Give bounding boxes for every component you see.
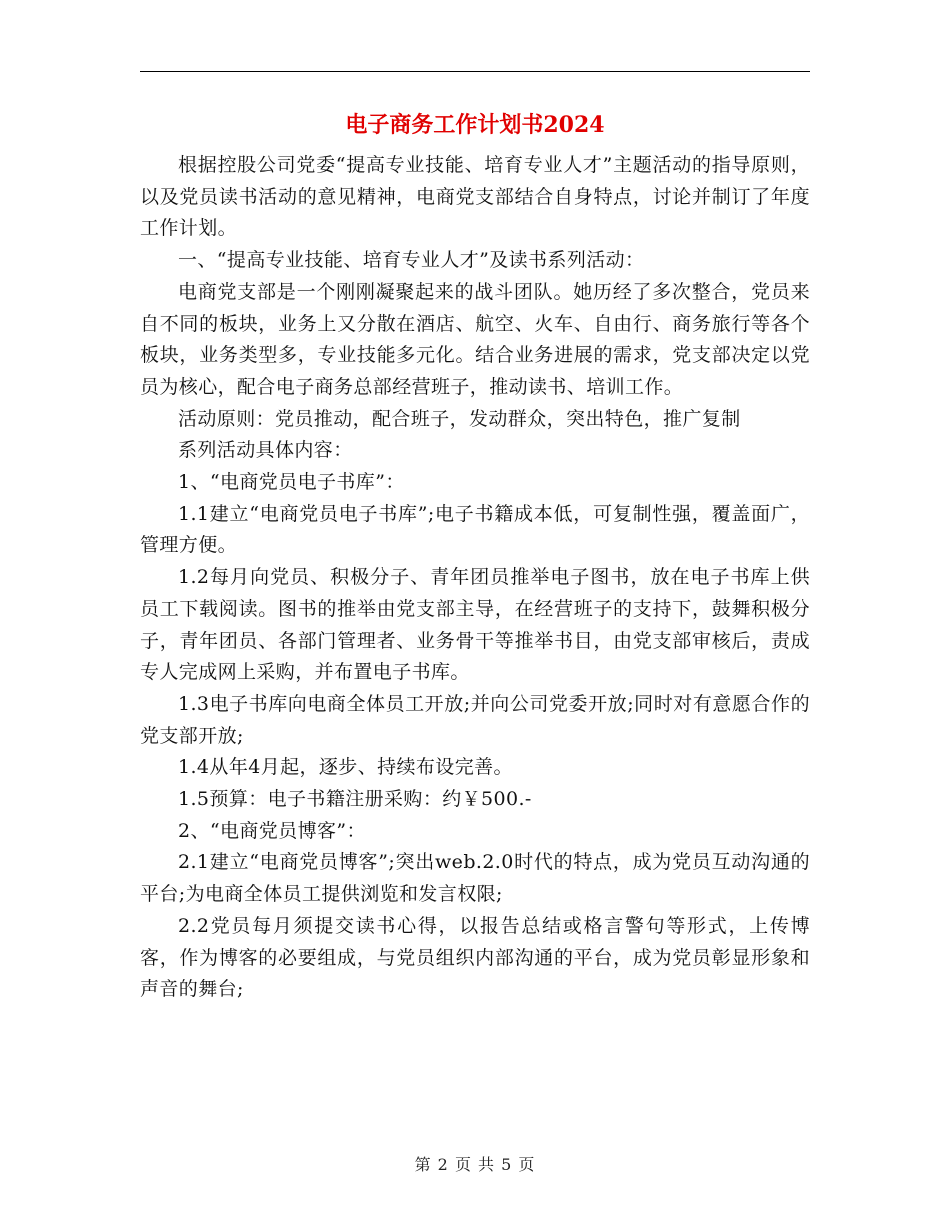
paragraph-ebook-library-heading: 1、“电商党员电子书库”：: [178, 471, 405, 494]
paragraph-item-2-2: 2.2党员每月须提交读书心得，以报告总结或格言警句等形式，上传博客，作为博客的必要组成，与党员组织内部沟通的平台，成为党员彰显形象和声音的舞台;: [140, 914, 810, 1001]
paragraph-item-1-3: 1.3电子书库向电商全体员工开放;并向公司党委开放;同时对有意愿合作的党支部开放;: [140, 692, 810, 747]
paragraph-intro: 根据控股公司党委“提高专业技能、培育专业人才”主题活动的指导原则，以及党员读书活动的意见精神，电商党支部结合自身特点，讨论并制订了年度工作计划。: [140, 154, 810, 240]
paragraph-activity-principles: 活动原则：党员推动，配合班子，发动群众，突出特色，推广复制: [178, 407, 741, 430]
paragraph-item-1-5: 1.5预算：电子书籍注册采购：约￥500.-: [178, 788, 532, 811]
paragraph-item-1-1: 1.1建立“电商党员电子书库”;电子书籍成本低，可复制性强，覆盖面广，管理方便。: [140, 502, 810, 557]
paragraph-item-1-2: 1.2每月向党员、积极分子、青年团员推举电子图书，放在电子书库上供员工下载阅读。图书的推举由党支部主导，在经营班子的支持下，鼓舞积极分子，青年团员、各部门管理者、业务骨干等推举书目，由党支部审核后，责成专人完成网上采购，并布置电子书库。: [140, 566, 810, 684]
paragraph-activity-contents: 系列活动具体内容：: [178, 439, 353, 462]
document-body: [140, 150, 810, 1006]
paragraph-branch-description: 电商党支部是一个刚刚凝聚起来的战斗团队。她历经了多次整合，党员来自不同的板块，业务上又分散在酒店、航空、火车、自由行、商务旅行等各个板块，业务类型多，专业技能多元化。结合业务进展的需求，党支部决定以党员为核心，配合电子商务总部经营班子，推动读书、培训工作。: [140, 280, 810, 398]
paragraph-item-1-4: 1.4从年4月起，逐步、持续布设完善。: [178, 756, 513, 779]
document-title: 电子商务工作计划书2024: [345, 112, 605, 138]
paragraph-blog-heading: 2、“电商党员博客”：: [178, 819, 366, 842]
page-footer: 第 2 页 共 5 页: [414, 1155, 536, 1174]
paragraph-section-1-heading: 一、“提高专业技能、培育专业人才”及读书系列活动：: [178, 249, 645, 272]
paragraph-item-2-1: 2.1建立“电商党员博客”;突出web.2.0时代的特点，成为党员互动沟通的平台;为电商全体员工提供浏览和发言权限;: [140, 851, 810, 906]
header-rule: [140, 71, 810, 72]
